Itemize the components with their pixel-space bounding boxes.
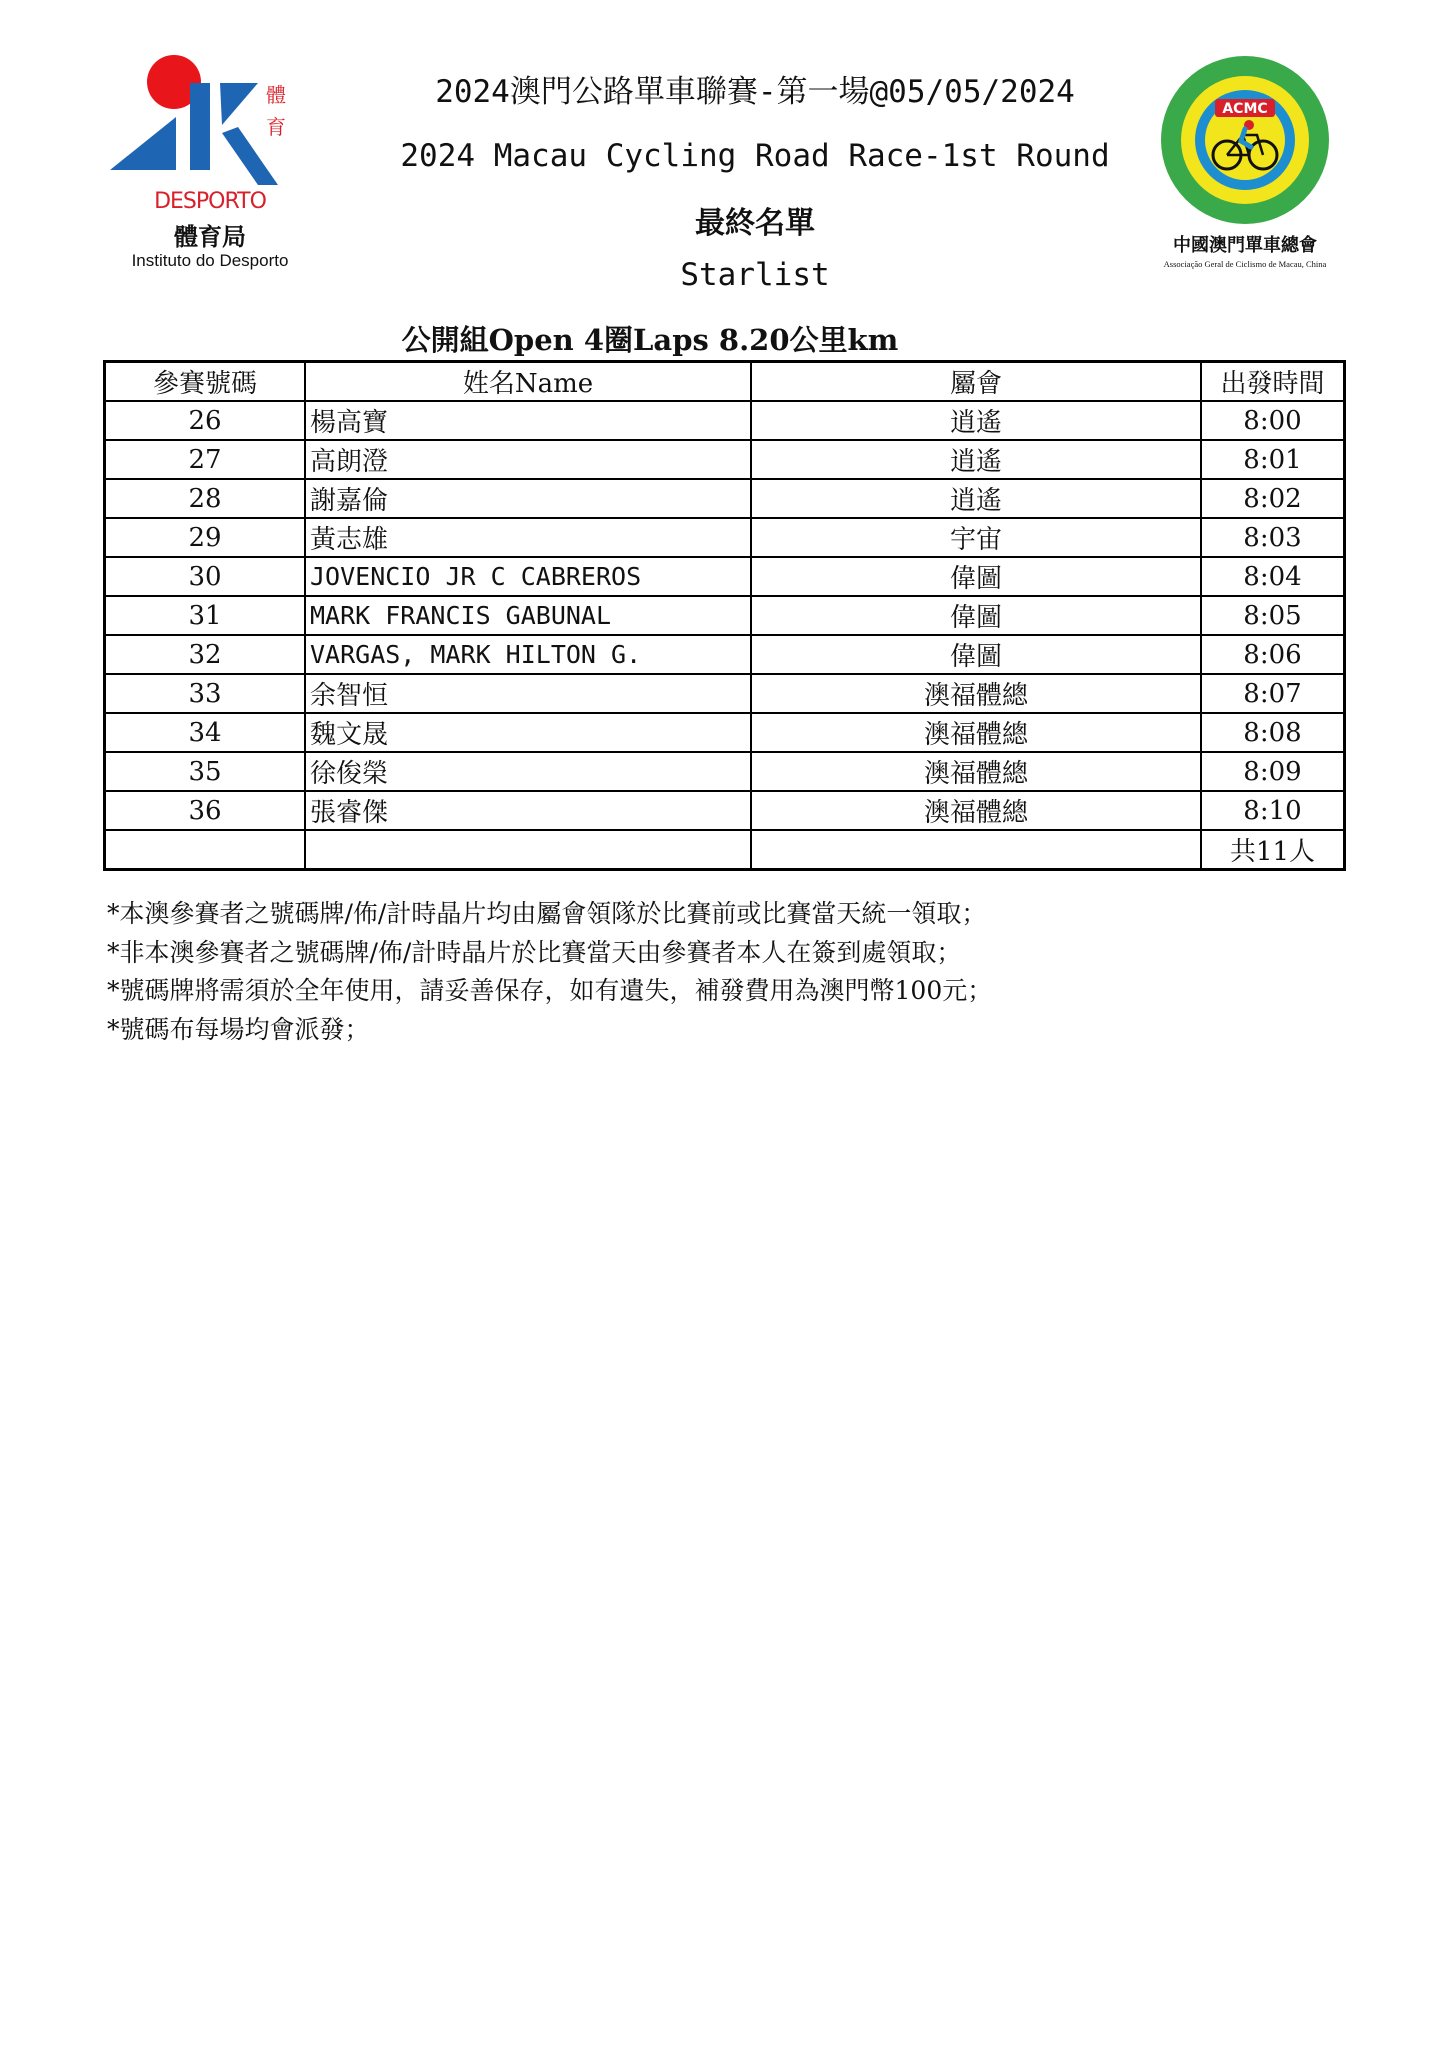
rider-name: 高朗澄 [305, 440, 751, 479]
rider-number: 36 [105, 791, 306, 830]
note-line: *本澳參賽者之號碼牌/佈/計時晶片均由屬會領隊於比賽前或比賽當天統一領取； [107, 899, 987, 928]
table-row [105, 518, 1345, 557]
rider-number: 35 [105, 752, 306, 791]
desporto-wordmark: DESPORTO [154, 189, 266, 214]
rider-number: 27 [105, 440, 306, 479]
list-title-en: Starlist [680, 257, 830, 293]
rider-club: 澳福體總 [751, 674, 1201, 713]
rider-name: 黃志雄 [305, 518, 751, 557]
table-row [105, 674, 1345, 713]
rider-start-time: 8:06 [1201, 635, 1345, 674]
rider-number: 34 [105, 713, 306, 752]
table-total-row [105, 830, 1345, 870]
rider-start-time: 8:00 [1201, 401, 1345, 440]
rider-number: 30 [105, 557, 306, 596]
acmc-badge-text: ACMC [1222, 101, 1268, 117]
rider-name: 余智恒 [305, 674, 751, 713]
rider-club: 逍遙 [751, 401, 1201, 440]
table-row [105, 791, 1345, 830]
rider-number: 26 [105, 401, 306, 440]
rider-number: 31 [105, 596, 306, 635]
acmc-name-cn: 中國澳門單車總會 [1173, 235, 1317, 256]
rider-name: 張睿傑 [305, 791, 751, 830]
rider-club: 偉圖 [751, 557, 1201, 596]
table-row [105, 596, 1345, 635]
rider-name: VARGAS, MARK HILTON G. [305, 635, 751, 674]
rider-name: 謝嘉倫 [305, 479, 751, 518]
rider-club: 澳福體總 [751, 713, 1201, 752]
rider-name: 楊高寶 [305, 401, 751, 440]
desporto-name-pt: Instituto do Desporto [131, 251, 289, 270]
total-count: 共11人 [1201, 830, 1345, 870]
desporto-side-char-2: 育 [266, 115, 286, 139]
notes [107, 895, 992, 1049]
rider-club: 逍遙 [751, 479, 1201, 518]
rider-start-time: 8:09 [1201, 752, 1345, 791]
group-title: 公開組Open 4圈Laps 8.20公里km [401, 323, 899, 357]
table-row [105, 713, 1345, 752]
rider-start-time: 8:02 [1201, 479, 1345, 518]
header-number: 參賽號碼 [105, 362, 306, 402]
header-time: 出發時間 [1201, 362, 1345, 402]
rider-club: 逍遙 [751, 440, 1201, 479]
total-empty-cell [105, 830, 306, 870]
list-title-cn: 最終名單 [695, 206, 815, 241]
rider-start-time: 8:03 [1201, 518, 1345, 557]
rider-club: 宇宙 [751, 518, 1201, 557]
header-club: 屬會 [751, 362, 1201, 402]
total-empty-cell [305, 830, 751, 870]
title-en: 2024 Macau Cycling Road Race-1st Round [400, 138, 1110, 174]
table-row [105, 557, 1345, 596]
rider-number: 32 [105, 635, 306, 674]
rider-start-time: 8:04 [1201, 557, 1345, 596]
rider-name: 魏文晟 [305, 713, 751, 752]
desporto-side-char-1: 體 [266, 83, 286, 107]
startlist-table [103, 360, 1346, 871]
table-row [105, 401, 1345, 440]
desporto-name-cn: 體育局 [174, 223, 246, 251]
table-row [105, 752, 1345, 791]
table-header-row [105, 362, 1345, 402]
rider-number: 33 [105, 674, 306, 713]
table-row [105, 635, 1345, 674]
acmc-name-pt: Associação Geral de Ciclismo de Macau, China [1163, 259, 1327, 269]
rider-club: 澳福體總 [751, 791, 1201, 830]
rider-number: 28 [105, 479, 306, 518]
header-name: 姓名Name [305, 362, 751, 402]
rider-club: 偉圖 [751, 596, 1201, 635]
table-row [105, 479, 1345, 518]
rider-start-time: 8:01 [1201, 440, 1345, 479]
rider-start-time: 8:05 [1201, 596, 1345, 635]
desporto-logo [110, 55, 310, 285]
rider-name: 徐俊榮 [305, 752, 751, 791]
total-empty-cell [751, 830, 1201, 870]
rider-club: 澳福體總 [751, 752, 1201, 791]
rider-start-time: 8:07 [1201, 674, 1345, 713]
table-row [105, 440, 1345, 479]
rider-start-time: 8:08 [1201, 713, 1345, 752]
note-line: *號碼牌將需須於全年使用，請妥善保存，如有遺失，補發費用為澳門幣100元； [107, 976, 993, 1005]
rider-number: 29 [105, 518, 306, 557]
rider-start-time: 8:10 [1201, 791, 1345, 830]
rider-club: 偉圖 [751, 635, 1201, 674]
note-line: *非本澳參賽者之號碼牌/佈/計時晶片於比賽當天由參賽者本人在簽到處領取； [107, 937, 962, 967]
rider-name: MARK FRANCIS GABUNAL [305, 596, 751, 635]
rider-name: JOVENCIO JR C CABREROS [305, 557, 751, 596]
title-cn: 2024澳門公路單車聯賽-第一場@05/05/2024 [435, 74, 1075, 110]
note-line: *號碼布每場均會派發； [107, 1014, 370, 1044]
